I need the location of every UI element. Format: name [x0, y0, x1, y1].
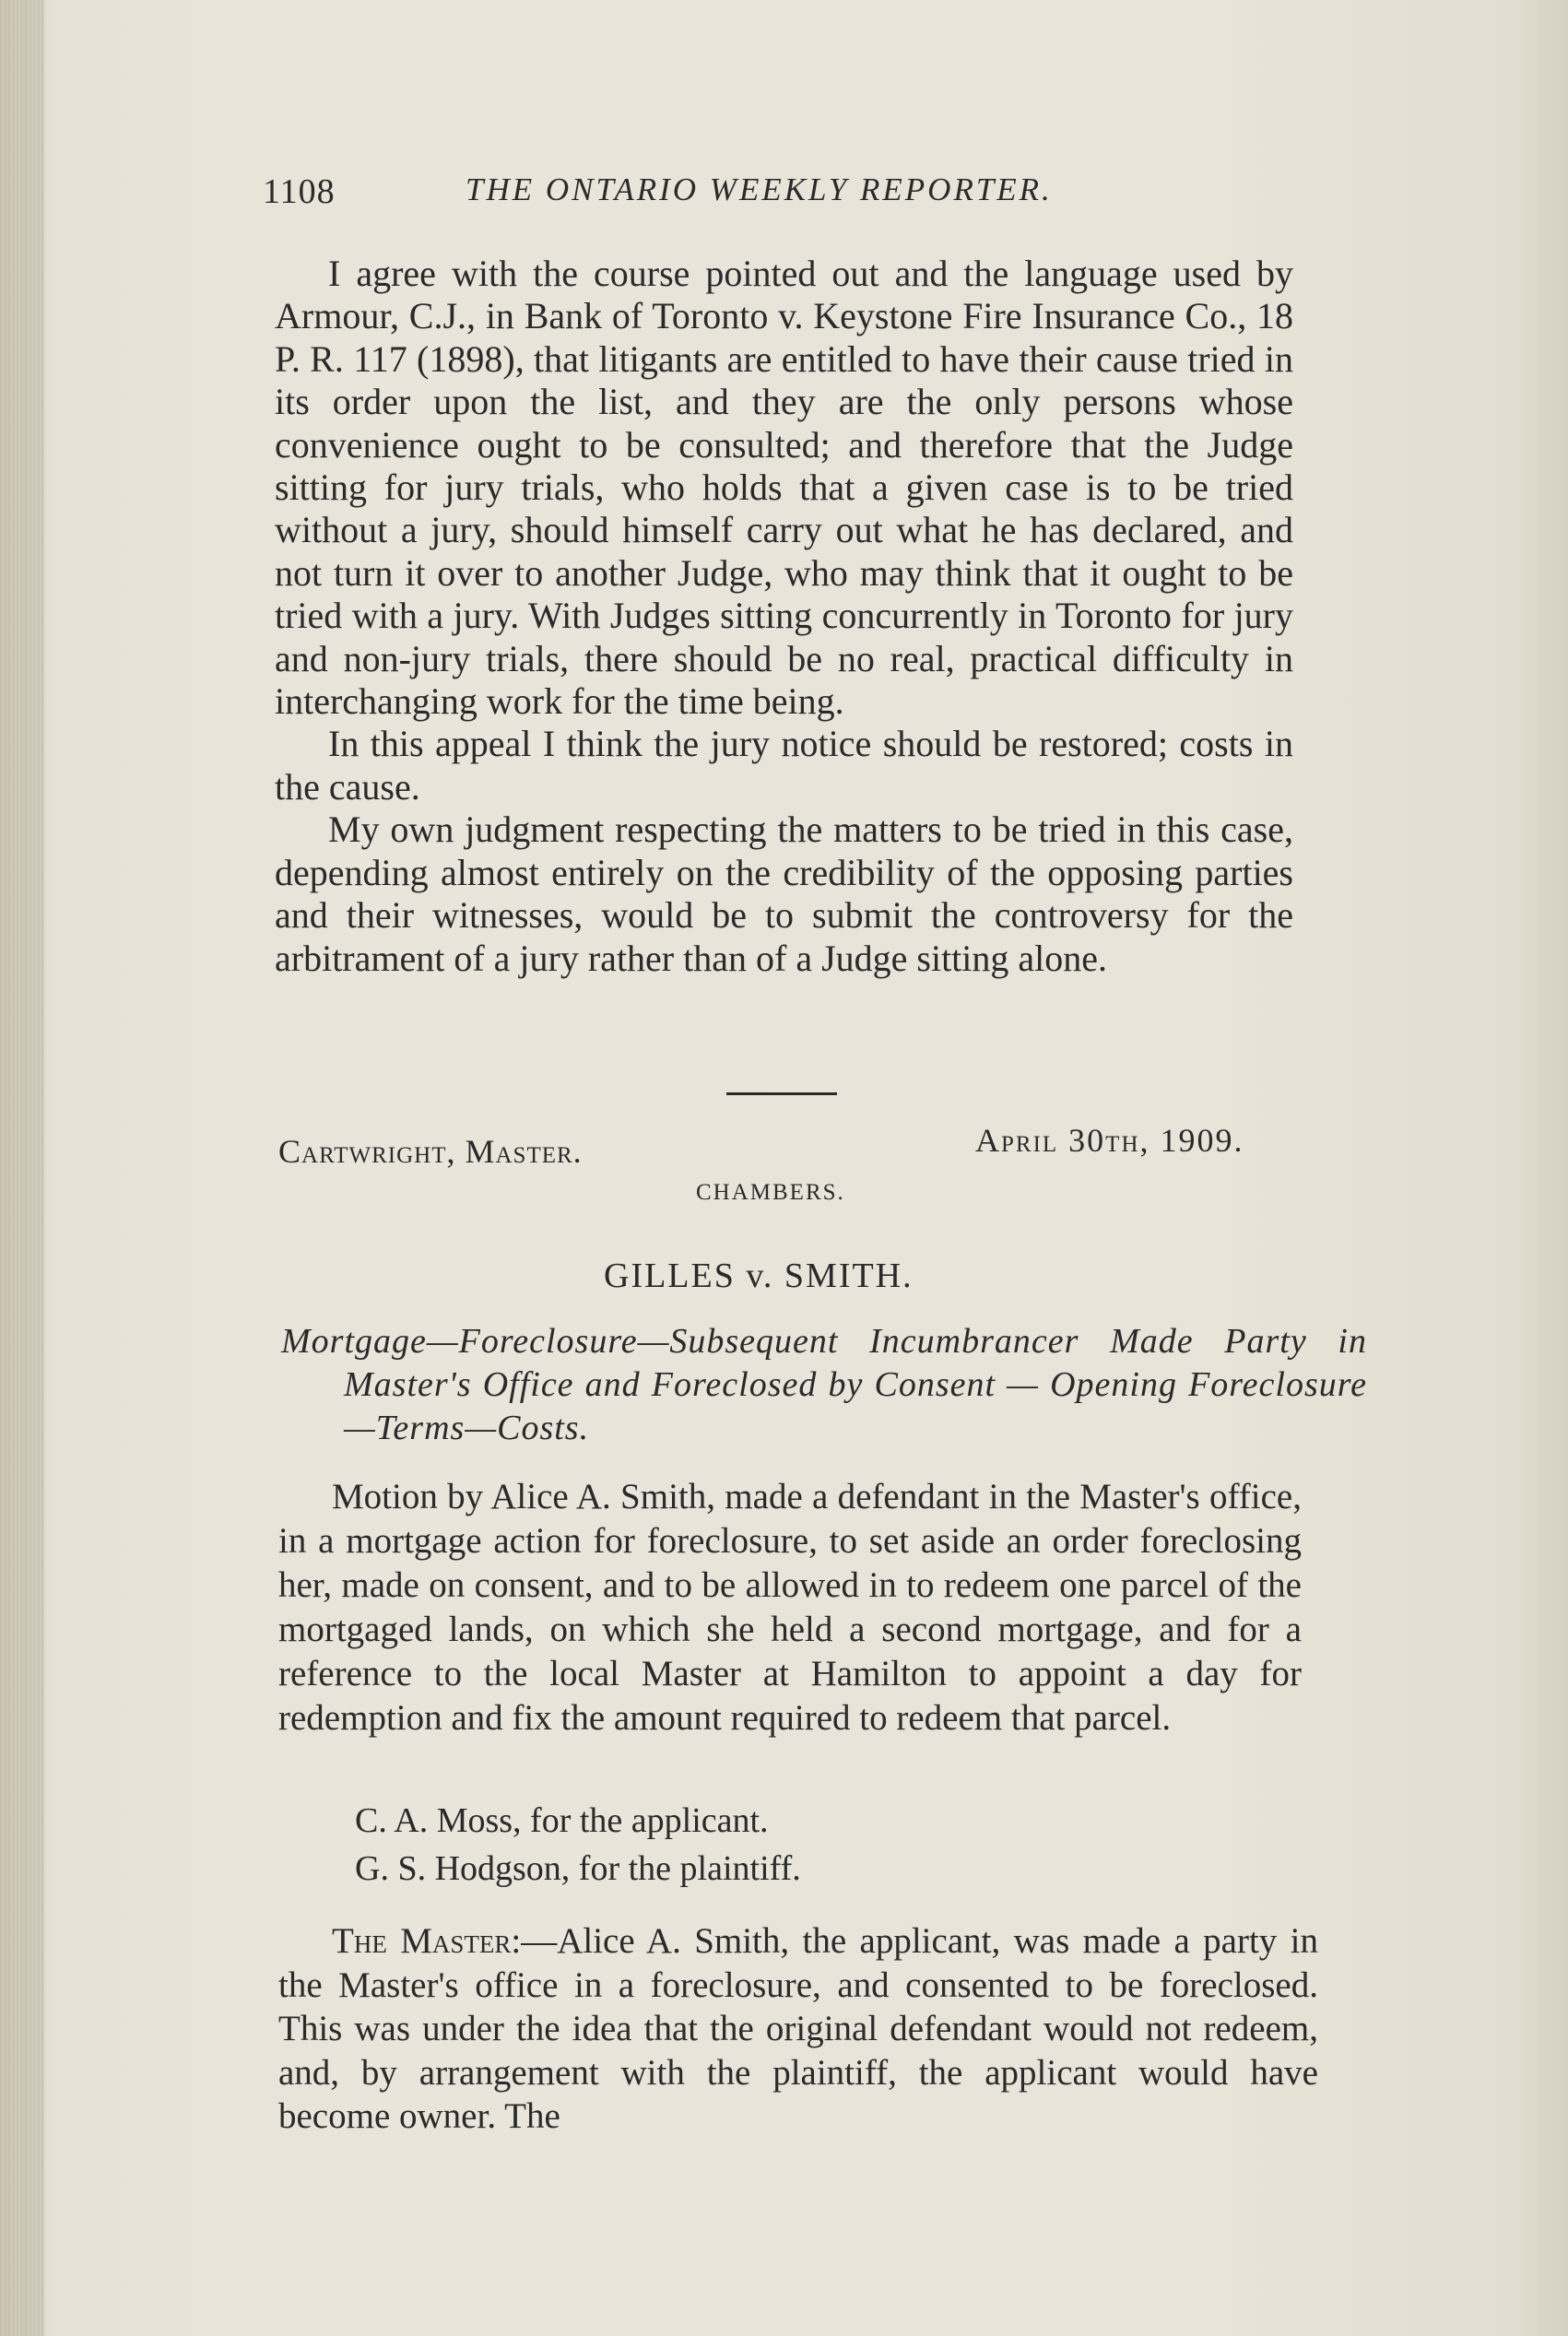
- case-title: GILLES v. SMITH.: [604, 1256, 914, 1295]
- judgment-paragraph-2: In this appeal I think the jury notice should be restored; costs in the cause.: [275, 723, 1293, 808]
- court-name: CHAMBERS.: [696, 1180, 845, 1205]
- motion-text: Motion by Alice A. Smith, made a defendant in the Master's office, in a mortgage action for foreclosure, to set aside an order foreclosing her, made on consent, and to be allowed in to redeem one parcel of the mortgaged lands, on which she held a second mortgage, and for a reference to the local Master at Hamilton to appoint a day for redemption and fix the amount required to redeem that parcel.: [278, 1477, 1302, 1738]
- counsel-plaintiff: G. S. Hodgson, for the plaintiff.: [355, 1849, 801, 1888]
- master-text: —Alice A. Smith, the applicant, was made a party in the Master's office in a foreclosure, and consented to be foreclosed. This was under the idea that the original defendant would not redeem, and, by arrangement with the plaintiff, the applicant would have become owner. The: [278, 1921, 1318, 2136]
- headnote: Mortgage—Foreclosure—Subsequent Incumbrancer Made Party in Master's Office and Foreclosed by Consent — Opening Foreclosure—Terms—Costs.: [281, 1322, 1367, 1447]
- master-reasons: [278, 1919, 1318, 2139]
- judge-name: Cartwright, Master.: [278, 1133, 583, 1170]
- master-paragraph: [278, 1919, 1318, 2139]
- counsel-applicant: C. A. Moss, for the applicant.: [355, 1801, 769, 1840]
- running-header: [263, 171, 1323, 218]
- decision-date: April 30th, 1909.: [975, 1122, 1244, 1159]
- motion-paragraph: [278, 1475, 1302, 1740]
- running-title: THE ONTARIO WEEKLY REPORTER.: [466, 171, 1053, 207]
- section-divider: [726, 1092, 837, 1095]
- master-label: The Master:: [332, 1921, 522, 1961]
- judgment-paragraph-3: My own judgment respecting the matters to be tried in this case, depending almost entirely on the credibility of the opposing parties and their witnesses, would be to submit the controversy for the arbitrament of a jury rather than of a Judge sitting alone.: [275, 808, 1293, 979]
- page-number: 1108: [263, 172, 336, 211]
- judgment-text: [275, 253, 1293, 980]
- judgment-paragraph-1: I agree with the course pointed out and the language used by Armour, C.J., in Bank of Toronto v. Keystone Fire Insurance Co., 18 P. R. 117 (1898), that litigants are entitled to have their cause tried in its order upon the list, and they are the only persons whose convenience ought to be consulted; and therefore that the Judge sitting for jury trials, who holds that a given case is to be tried without a jury, should himself carry out what he has declared, and not turn it over to another Judge, who may think that it ought to be tried with a jury. With Judges sitting concurrently in Toronto for jury and non-jury trials, there should be no real, practical difficulty in interchanging work for the time being.: [275, 253, 1293, 723]
